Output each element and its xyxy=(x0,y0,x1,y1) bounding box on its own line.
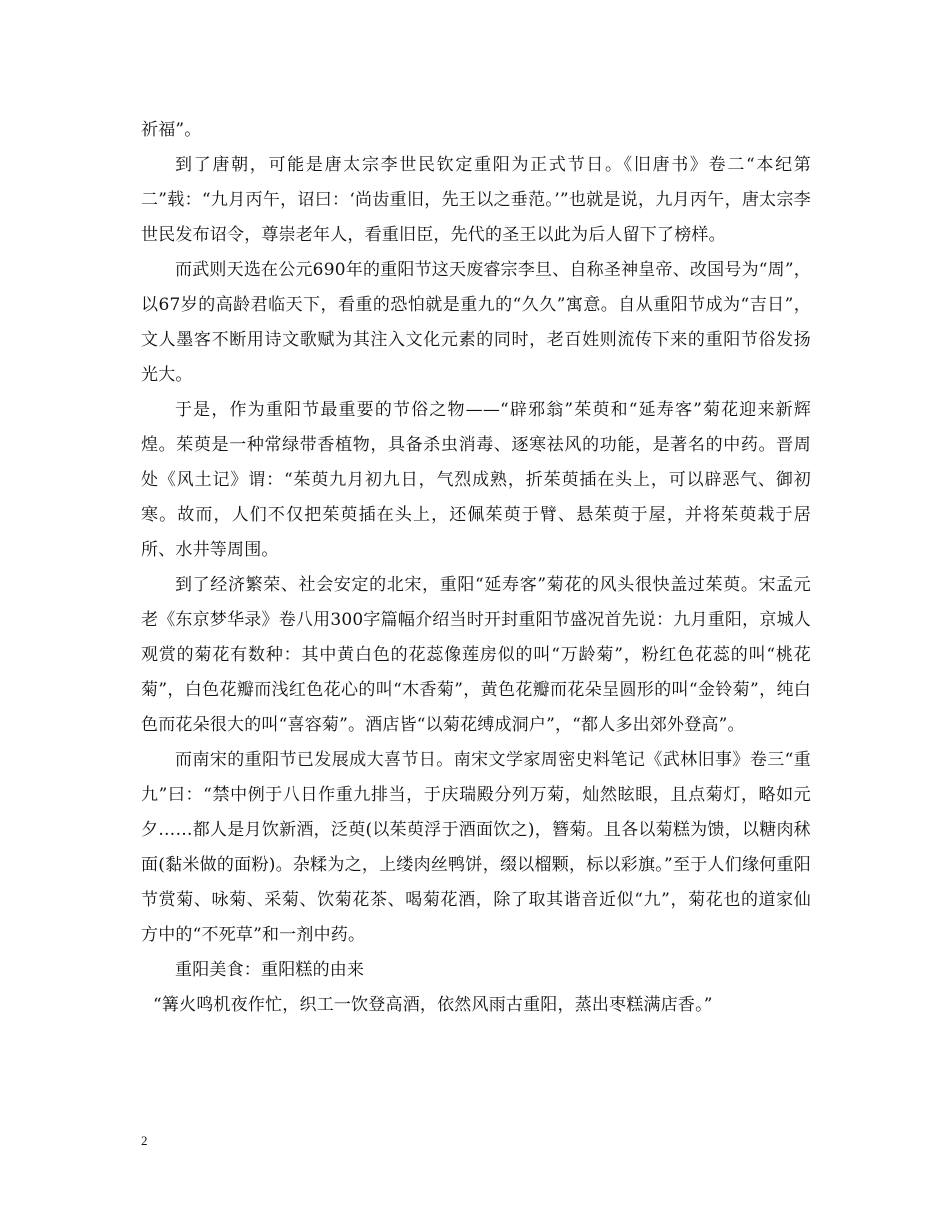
paragraph-southern-song: 而南宋的重阳节已发展成大喜节日。南宋文学家周密史料笔记《武林旧事》卷三“重九”曰：“禁中例于八日作重九排当，于庆瑞殿分列万菊，灿然眩眼，且点菊灯，略如元夕……都人是月饮新酒，泛萸(以茱萸浮于酒面饮之)，簪菊。且各以菊糕为馈，以糖肉秫面(黏米做的面粉)。杂糅为之，上缕肉丝鸭饼，缀以榴颗，标以彩旗。”至于人们缘何重阳节赏菊、咏菊、采菊、饮菊花茶、喝菊花酒，除了取其谐音近似“九”，菊花也的道家仙方中的“不死草”和一剂中药。 xyxy=(141,750,811,945)
paragraph-northern-song: 到了经济繁荣、社会安定的北宋，重阳“延寿客”菊花的风头很快盖过茱萸。宋孟元老《东京梦华录》卷八用300字篇幅介绍当时开封重阳节盛况首先说：九月重阳，京城人观赏的菊花有数种：其中黄白色的花蕊像莲房似的叫“万龄菊”，粉红色花蕊的叫“桃花菊”，白色花瓣而浅红色花心的叫“木香菊”，黄色花瓣而花朵呈圆形的叫“金铃菊”，纯白色而花朵很大的叫“喜容菊”。酒店皆“以菊花缚成洞户”，“都人多出郊外登高”。 xyxy=(141,575,811,735)
paragraph-wu-zetian: 而武则天选在公元690年的重阳节这天废睿宗李旦、自称圣神皇帝、改国号为“周”，以67岁的高龄君临天下，看重的恐怕就是重九的“久久”寓意。自从重阳节成为“吉日”，文人墨客不断用诗文歌赋为其注入文化元素的同时，老百姓则流传下来的重阳节俗发扬光大。 xyxy=(141,260,811,385)
document-body xyxy=(141,113,811,1023)
paragraph-poem-quote: “篝火鸣机夜作忙，织工一饮登高酒，依然风雨古重阳，蒸出枣糕满店香。” xyxy=(153,995,713,1015)
paragraph-continuation: 祈福”。 xyxy=(141,120,202,140)
paragraph-tang-dynasty: 到了唐朝，可能是唐太宗李世民钦定重阳为正式节日。《旧唐书》卷二“本纪第二”载：“九月丙午，诏曰：‘尚齿重旧，先王以之垂范。’”也就是说，九月丙午，唐太宗李世民发布诏令，尊崇老年人，看重旧臣，先代的圣王以此为后人留下了榜样。 xyxy=(141,155,811,245)
paragraph-zhuyu: 于是，作为重阳节最重要的节俗之物——“辟邪翁”茱萸和“延寿客”菊花迎来新辉煌。茱萸是一种常绿带香植物，具备杀虫消毒、逐寒祛风的功能，是著名的中药。晋周处《风土记》谓：“茱萸九月初九日，气烈成熟，折茱萸插在头上，可以辟恶气、御初寒。故而，人们不仅把茱萸插在头上，还佩茱萸于臂、悬茱萸于屋，并将茱萸栽于居所、水井等周围。 xyxy=(141,400,811,560)
section-heading-chongyang-cake: 重阳美食：重阳糕的由来 xyxy=(175,960,365,980)
page-number: 2 xyxy=(141,1133,148,1148)
